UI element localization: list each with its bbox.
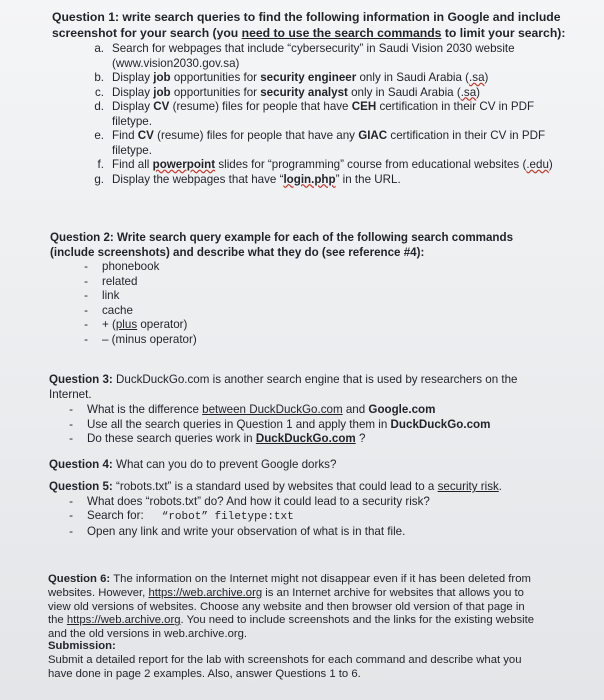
submission xyxy=(48,640,548,681)
question-1-title: Question 1: write search queries to find the following information in Google and include screenshot for your search (you need to use the search commands to limit your search): xyxy=(52,10,566,40)
question-3 xyxy=(49,373,549,447)
list-item: g. Display the webpages that have “login.php” in the URL. xyxy=(94,172,401,186)
list-item: f. Find all powerpoint slides for “programming” course from educational websites (.edu) xyxy=(97,158,553,171)
list-item: b. Display job opportunities for security engineer only in Saudi Arabia (.sa) xyxy=(94,71,489,84)
list-item: e. Find CV (resume) files for people that have any GIAC certification in their CV in PDF filetype. xyxy=(94,129,546,157)
question-2 xyxy=(50,231,560,347)
list-item: a. Search for webpages that include “cybersecurity” in Saudi Vision 2030 website (www.vision2030.gov.sa) xyxy=(94,42,515,70)
question-4: Question 4: What can you do to prevent Google dorks? xyxy=(49,458,337,471)
list-item: d. Display CV (resume) files for people that have CEH certification in their CV in PDF filetype. xyxy=(94,100,535,128)
list-item: c. Display job opportunities for security analyst only in Saudi Arabia (.sa) xyxy=(94,85,481,99)
list-item: - Do these search queries work in DuckDuckGo.com ? xyxy=(69,432,366,445)
question-3-list xyxy=(49,403,549,447)
question-6: Question 6: The information on the Internet might not disappear even if it has been deleted from websites. However, https://web.archive.org is an Internet archive for websites that allows you to view old versions of websites. Choose any website and then browser old version of that page in the https://web.archive.org. You need to include screenshots and the links for the existing website and the old versions in web.archive.org. xyxy=(48,573,535,641)
list-item: - phonebook xyxy=(84,260,160,273)
list-item: - link xyxy=(84,289,120,302)
list-item: - What is the difference between DuckDuckGo.com and Google.com xyxy=(69,403,436,416)
question-2-list xyxy=(50,260,560,347)
question-1-list xyxy=(78,42,572,187)
question-3-title: Question 3: DuckDuckGo.com is another search engine that is used by researchers on the Internet. xyxy=(49,373,518,401)
question-2-title: Question 2: Write search query example for each of the following search commands (include screenshots) and describe what they do (see reference #4): xyxy=(50,231,514,259)
list-item: - + (plus operator) xyxy=(84,318,188,331)
list-item: - Search for: “robot” filetype:txt xyxy=(69,509,294,523)
submission-title: Submission: xyxy=(48,640,116,652)
list-item: - Open any link and write your observation of what is in that file. xyxy=(69,524,406,538)
question-5 xyxy=(49,480,559,539)
list-item: - – (minus operator) xyxy=(84,332,197,346)
question-1 xyxy=(52,10,572,187)
list-item: - cache xyxy=(84,303,133,317)
submission-text: Submit a detailed report for the lab with screenshots for each command and describe what you have done in page 2 examples. Also, answer Questions 1 to 6. xyxy=(48,653,522,680)
list-item: - related xyxy=(84,274,138,288)
list-item: - What does “robots.txt” do? And how it could lead to a security risk? xyxy=(69,494,430,508)
question-5-title: Question 5: “robots.txt” is a standard used by websites that could lead to a security risk. xyxy=(49,480,503,493)
archive-link-2[interactable]: https://web.archive.org xyxy=(66,614,181,627)
archive-link-1[interactable]: https://web.archive.org xyxy=(148,586,263,599)
list-item: - Use all the search queries in Question 1 and apply them in DuckDuckGo.com xyxy=(69,417,491,431)
